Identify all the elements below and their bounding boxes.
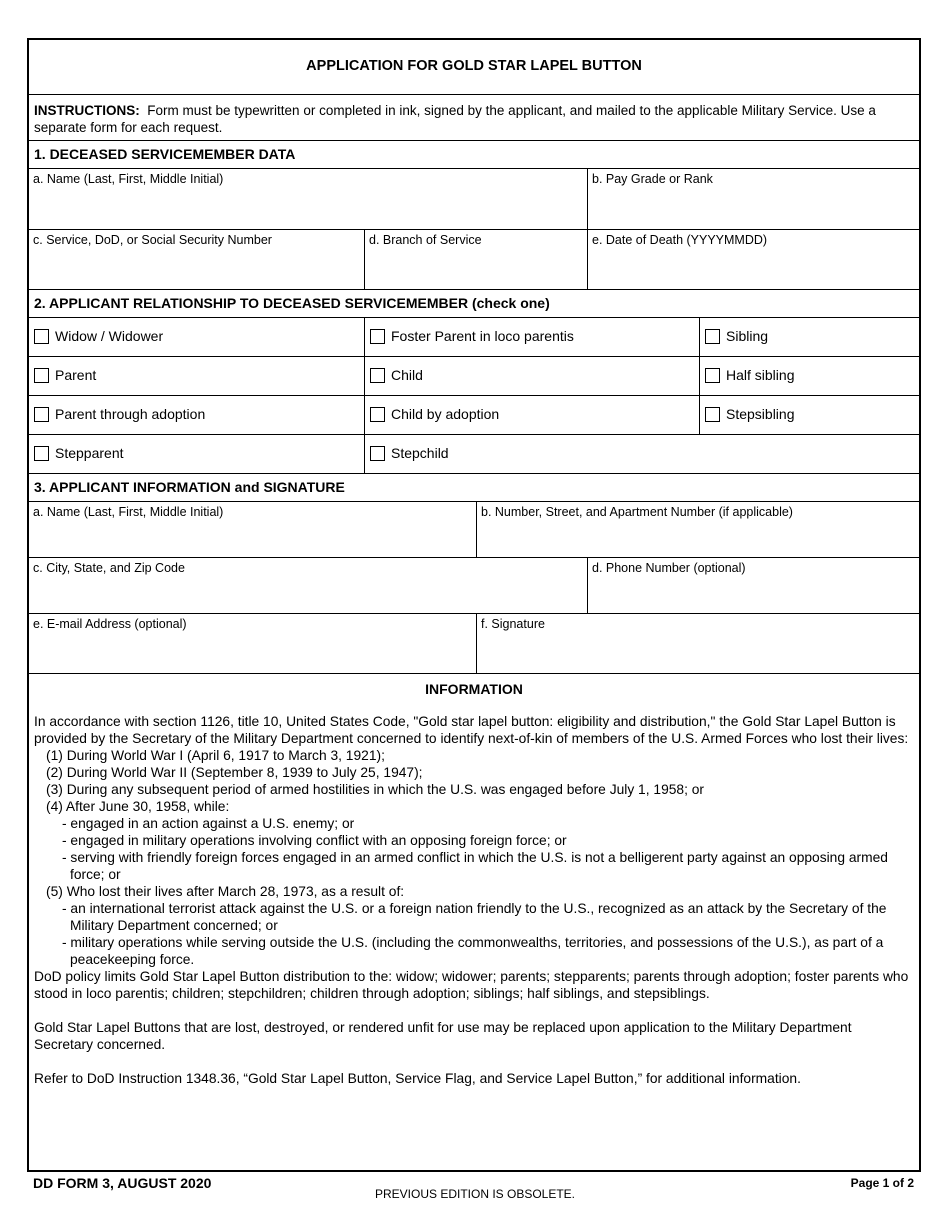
option-parent-adoption [29, 396, 364, 434]
checkbox-child[interactable] [370, 368, 385, 383]
eligibility-subitem: - an international terrorist attack against the U.S. or a foreign nation friendly to the U.S., recognized as an attack by the Secretary of the Military Department concerned; or [62, 901, 887, 933]
information-body [34, 713, 911, 1087]
relationship-row-1 [29, 318, 919, 357]
checkbox-stepchild[interactable] [370, 446, 385, 461]
email-label: e. E-mail Address (optional) [33, 617, 187, 631]
section1-row1 [29, 169, 919, 230]
checkbox-foster-parent[interactable] [370, 329, 385, 344]
eligibility-item: (5) Who lost their lives after March 28, 1973, as a result of: [46, 884, 405, 899]
option-label: Child by adoption [391, 406, 500, 422]
date-of-death-field[interactable] [587, 230, 919, 289]
deceased-name-label: a. Name (Last, First, Middle Initial) [33, 172, 224, 186]
applicant-name-field[interactable] [29, 502, 476, 557]
option-label: Widow / Widower [55, 328, 164, 344]
option-half-sibling [699, 357, 919, 395]
address-field[interactable] [476, 502, 919, 557]
form-title: APPLICATION FOR GOLD STAR LAPEL BUTTON [306, 58, 642, 74]
option-child-adoption [364, 396, 699, 434]
option-foster-parent [364, 318, 699, 356]
phone-field[interactable] [587, 558, 919, 613]
eligibility-subitem: - engaged in an action against a U.S. enemy; or [62, 816, 355, 831]
branch-field[interactable] [364, 230, 587, 289]
service-number-field[interactable] [29, 230, 364, 289]
section3-row1 [29, 502, 919, 558]
obsolete-notice: PREVIOUS EDITION IS OBSOLETE. [374, 1187, 576, 1201]
option-label: Child [391, 367, 423, 383]
option-widow [29, 318, 364, 356]
instructions [29, 95, 919, 136]
branch-label: d. Branch of Service [369, 233, 482, 247]
date-of-death-label: e. Date of Death (YYYYMMDD) [592, 233, 768, 247]
relationship-row-4 [29, 435, 919, 474]
signature-field[interactable] [476, 614, 919, 673]
option-label: Stepchild [391, 445, 449, 461]
section3-row3 [29, 614, 919, 674]
relationship-row-2 [29, 357, 919, 396]
section2-header: 2. APPLICANT RELATIONSHIP TO DECEASED SERVICEMEMBER (check one) [34, 295, 550, 311]
title-row [29, 40, 919, 95]
instructions-label: INSTRUCTIONS: [34, 103, 140, 118]
address-label: b. Number, Street, and Apartment Number (if applicable) [481, 505, 793, 519]
option-label: Parent [55, 367, 97, 383]
eligibility-item: (4) After June 30, 1958, while: [46, 799, 230, 814]
phone-label: d. Phone Number (optional) [592, 561, 746, 575]
option-label: Foster Parent in loco parentis [391, 328, 574, 344]
checkbox-parent-adoption[interactable] [34, 407, 49, 422]
information-header: INFORMATION [425, 681, 523, 697]
option-stepchild [364, 435, 919, 473]
eligibility-subitem: - military operations while serving outside the U.S. (including the commonwealths, territories, and possessions of the U.S.), as part of a peacekeeping force. [62, 935, 884, 967]
option-stepsibling [699, 396, 919, 434]
option-label: Stepsibling [726, 406, 795, 422]
checkbox-parent[interactable] [34, 368, 49, 383]
pay-grade-field[interactable] [587, 169, 919, 229]
checkbox-child-adoption[interactable] [370, 407, 385, 422]
relationship-row-3 [29, 396, 919, 435]
option-sibling [699, 318, 919, 356]
section3-header-row [29, 474, 919, 502]
section3-row2 [29, 558, 919, 614]
eligibility-subitem: - engaged in military operations involving conflict with an opposing foreign force; or [62, 833, 567, 848]
reference-text: Refer to DoD Instruction 1348.36, “Gold Star Lapel Button, Service Flag, and Service Lapel Button,” for additional information. [34, 1071, 801, 1086]
option-stepparent [29, 435, 364, 473]
section1-header: 1. DECEASED SERVICEMEMBER DATA [34, 146, 296, 162]
checkbox-stepsibling[interactable] [705, 407, 720, 422]
page-number: Page 1 of 2 [850, 1176, 914, 1190]
form-id: DD FORM 3, AUGUST 2020 [33, 1175, 212, 1191]
applicant-name-label: a. Name (Last, First, Middle Initial) [33, 505, 224, 519]
instructions-text: Form must be typewritten or completed in ink, signed by the applicant, and mailed to the applicable Military Service. Use a separate form for each request. [34, 103, 876, 135]
information-intro: In accordance with section 1126, title 10, United States Code, "Gold star lapel button: eligibility and distribution," the Gold Star Lapel Button is provided by the Secretary of the Military Department concerned to identify next-of-kin of members of the U.S. Armed Forces who lost their lives: [34, 714, 909, 746]
option-label: Half sibling [726, 367, 795, 383]
signature-label: f. Signature [481, 617, 545, 631]
service-number-label: c. Service, DoD, or Social Security Number [33, 233, 272, 247]
checkbox-widow[interactable] [34, 329, 49, 344]
instructions-row [29, 95, 919, 141]
city-label: c. City, State, and Zip Code [33, 561, 185, 575]
application-form [27, 38, 921, 1172]
option-label: Stepparent [55, 445, 124, 461]
section2-header-row [29, 290, 919, 318]
city-field[interactable] [29, 558, 587, 613]
eligibility-item: (3) During any subsequent period of armed hostilities in which the U.S. was engaged before July 1, 1958; or [46, 782, 705, 797]
checkbox-sibling[interactable] [705, 329, 720, 344]
checkbox-half-sibling[interactable] [705, 368, 720, 383]
policy-text: DoD policy limits Gold Star Lapel Button distribution to the: widow; widower; parents; stepparents; parents through adoption; foster parents who stood in loco parentis; children; stepchildren; children through adoption; siblings; half siblings, and stepsiblings. [34, 969, 909, 1001]
section3-header: 3. APPLICANT INFORMATION and SIGNATURE [34, 479, 345, 495]
eligibility-item: (2) During World War II (September 8, 1939 to July 25, 1947); [46, 765, 423, 780]
eligibility-item: (1) During World War I (April 6, 1917 to March 3, 1921); [46, 748, 385, 763]
option-label: Sibling [726, 328, 769, 344]
section1-row2 [29, 230, 919, 290]
option-parent [29, 357, 364, 395]
replacement-text: Gold Star Lapel Buttons that are lost, destroyed, or rendered unfit for use may be replaced upon application to the Military Department Secretary concerned. [34, 1020, 852, 1052]
eligibility-subitem: - serving with friendly foreign forces engaged in an armed conflict in which the U.S. is not a belligerent party against an opposing armed force; or [62, 850, 888, 882]
checkbox-stepparent[interactable] [34, 446, 49, 461]
email-field[interactable] [29, 614, 476, 673]
section1-header-row [29, 141, 919, 169]
option-label: Parent through adoption [55, 406, 206, 422]
pay-grade-label: b. Pay Grade or Rank [592, 172, 713, 186]
deceased-name-field[interactable] [29, 169, 587, 229]
option-child [364, 357, 699, 395]
